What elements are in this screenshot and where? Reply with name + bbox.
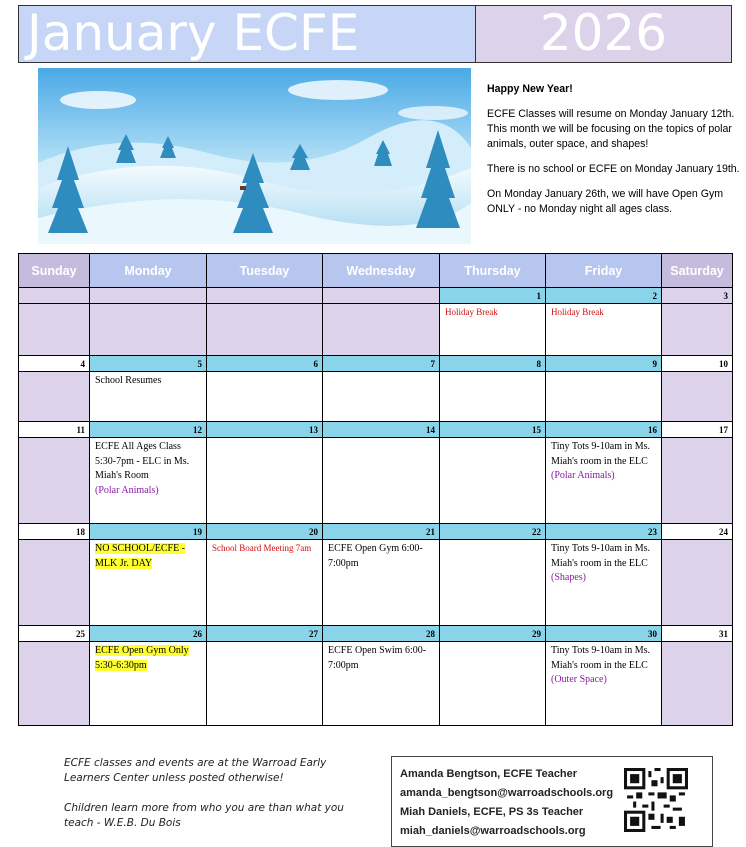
- day-cell: [546, 372, 662, 422]
- winter-scene-image: [38, 68, 471, 244]
- date-cell: 29: [440, 626, 546, 642]
- date-cell: 31: [662, 626, 733, 642]
- day-cell: [662, 372, 733, 422]
- week-3-events: [19, 438, 733, 524]
- event-tiny-tots: Tiny Tots 9-10am in Ms. Miah's room in the ELC: [551, 543, 651, 569]
- day-cell: [662, 642, 733, 726]
- date-cell: 4: [19, 356, 90, 372]
- date-cell: [207, 288, 323, 304]
- date-cell: 19: [90, 524, 207, 540]
- greeting: Happy New Year!: [487, 83, 573, 95]
- day-cell: [440, 642, 546, 726]
- date-cell: 20: [207, 524, 323, 540]
- date-cell: [19, 288, 90, 304]
- day-cell: [207, 540, 323, 626]
- date-cell: 17: [662, 422, 733, 438]
- day-cell: [440, 540, 546, 626]
- date-cell: 23: [546, 524, 662, 540]
- date-cell: [323, 288, 440, 304]
- date-cell: 3: [662, 288, 733, 304]
- week-5-events: [19, 642, 733, 726]
- date-cell: 7: [323, 356, 440, 372]
- weekday-monday: Monday: [90, 254, 207, 288]
- month-title: January ECFE: [19, 6, 476, 62]
- day-cell: [207, 372, 323, 422]
- day-cell: [323, 438, 440, 524]
- day-cell: [90, 540, 207, 626]
- weekday-tuesday: Tuesday: [207, 254, 323, 288]
- quote: Children learn more from who you are than what you teach - W.E.B. Du Bois: [64, 802, 344, 829]
- date-cell: 2: [546, 288, 662, 304]
- footer-notes: [64, 756, 374, 831]
- contact-teacher-2: Miah Daniels, ECFE, PS 3s Teacher: [400, 806, 584, 818]
- day-cell: [662, 540, 733, 626]
- date-cell: 14: [323, 422, 440, 438]
- event-tiny-tots: Tiny Tots 9-10am in Ms. Miah's room in the ELC: [551, 645, 651, 671]
- date-cell: 28: [323, 626, 440, 642]
- week-1-events: [19, 304, 733, 356]
- date-cell: 16: [546, 422, 662, 438]
- date-cell: 26: [90, 626, 207, 642]
- event-all-ages-class: ECFE All Ages Class 5:30-7pm - ELC in Ms. Miah's Room: [95, 441, 190, 481]
- event-holiday-break: Holiday Break: [551, 307, 604, 317]
- day-cell: [323, 540, 440, 626]
- day-cell: [19, 540, 90, 626]
- date-cell: 15: [440, 422, 546, 438]
- week-1-dates: [19, 288, 733, 304]
- day-cell: [323, 372, 440, 422]
- date-cell: 21: [323, 524, 440, 540]
- date-cell: 13: [207, 422, 323, 438]
- date-cell: 22: [440, 524, 546, 540]
- week-2-events: [19, 372, 733, 422]
- day-cell: [19, 304, 90, 356]
- week-4-dates: [19, 524, 733, 540]
- contact-box: [391, 756, 713, 847]
- date-cell: 11: [19, 422, 90, 438]
- date-cell: [90, 288, 207, 304]
- event-no-school-mlk: NO SCHOOL/ECFE - MLK Jr. DAY: [95, 543, 186, 569]
- event-holiday-break: Holiday Break: [445, 307, 498, 317]
- qr-code-icon[interactable]: [624, 767, 688, 833]
- day-cell: [546, 642, 662, 726]
- date-cell: 1: [440, 288, 546, 304]
- event-topic: (Polar Animals): [95, 484, 159, 496]
- date-cell: 25: [19, 626, 90, 642]
- day-cell: [440, 438, 546, 524]
- year-title: 2026: [476, 6, 731, 62]
- contact-teacher-1: Amanda Bengtson, ECFE Teacher: [400, 768, 578, 780]
- week-4-events: [19, 540, 733, 626]
- calendar-header: [18, 5, 732, 63]
- week-5-dates: [19, 626, 733, 642]
- event-topic: (Shapes): [551, 572, 586, 583]
- contact-email-1[interactable]: amanda_bengtson@warroadschools.org: [400, 787, 614, 799]
- event-school-resumes: School Resumes: [95, 375, 162, 386]
- day-cell: [90, 438, 207, 524]
- date-cell: 24: [662, 524, 733, 540]
- day-cell: [323, 304, 440, 356]
- month-notes: [487, 82, 742, 227]
- date-cell: 8: [440, 356, 546, 372]
- note-no-school: There is no school or ECFE on Monday January 19th.: [487, 163, 740, 175]
- day-cell: [207, 304, 323, 356]
- weekday-thursday: Thursday: [440, 254, 546, 288]
- week-3-dates: [19, 422, 733, 438]
- calendar-grid: [18, 253, 733, 726]
- day-cell: [546, 304, 662, 356]
- event-topic: (Polar Animals): [551, 470, 615, 481]
- day-cell: [90, 642, 207, 726]
- date-cell: 30: [546, 626, 662, 642]
- date-cell: 27: [207, 626, 323, 642]
- day-cell: [19, 642, 90, 726]
- day-cell: [546, 540, 662, 626]
- week-2-dates: [19, 356, 733, 372]
- note-resume: ECFE Classes will resume on Monday January 12th. This month we will be focusing on the topics of polar animals, outer space, and shapes!: [487, 108, 735, 150]
- date-cell: 9: [546, 356, 662, 372]
- date-cell: 6: [207, 356, 323, 372]
- event-tiny-tots: Tiny Tots 9-10am in Ms. Miah's room in the ELC: [551, 441, 651, 467]
- day-cell: [323, 642, 440, 726]
- date-cell: 12: [90, 422, 207, 438]
- contact-email-2[interactable]: miah_daniels@warroadschools.org: [400, 825, 586, 837]
- weekday-friday: Friday: [546, 254, 662, 288]
- day-cell: [440, 304, 546, 356]
- day-cell: [90, 304, 207, 356]
- event-topic: (Outer Space): [551, 674, 607, 685]
- day-cell: [90, 372, 207, 422]
- date-cell: 5: [90, 356, 207, 372]
- weekday-header-row: [19, 254, 733, 288]
- location-note: ECFE classes and events are at the Warroad Early Learners Center unless posted otherwise!: [64, 757, 327, 784]
- event-open-gym-only: ECFE Open Gym Only 5:30-6:30pm: [95, 645, 189, 671]
- day-cell: [662, 304, 733, 356]
- weekday-sunday: Sunday: [19, 254, 90, 288]
- event-open-swim: ECFE Open Swim 6:00-7:00pm: [328, 645, 427, 671]
- event-school-board-meeting: School Board Meeting 7am: [212, 543, 312, 553]
- day-cell: [19, 372, 90, 422]
- day-cell: [19, 438, 90, 524]
- day-cell: [207, 642, 323, 726]
- note-open-gym: On Monday January 26th, we will have Open Gym ONLY - no Monday night all ages class.: [487, 188, 724, 215]
- event-open-gym: ECFE Open Gym 6:00-7:00pm: [328, 543, 423, 569]
- day-cell: [207, 438, 323, 524]
- day-cell: [440, 372, 546, 422]
- date-cell: 10: [662, 356, 733, 372]
- weekday-saturday: Saturday: [662, 254, 733, 288]
- day-cell: [662, 438, 733, 524]
- date-cell: 18: [19, 524, 90, 540]
- day-cell: [546, 438, 662, 524]
- weekday-wednesday: Wednesday: [323, 254, 440, 288]
